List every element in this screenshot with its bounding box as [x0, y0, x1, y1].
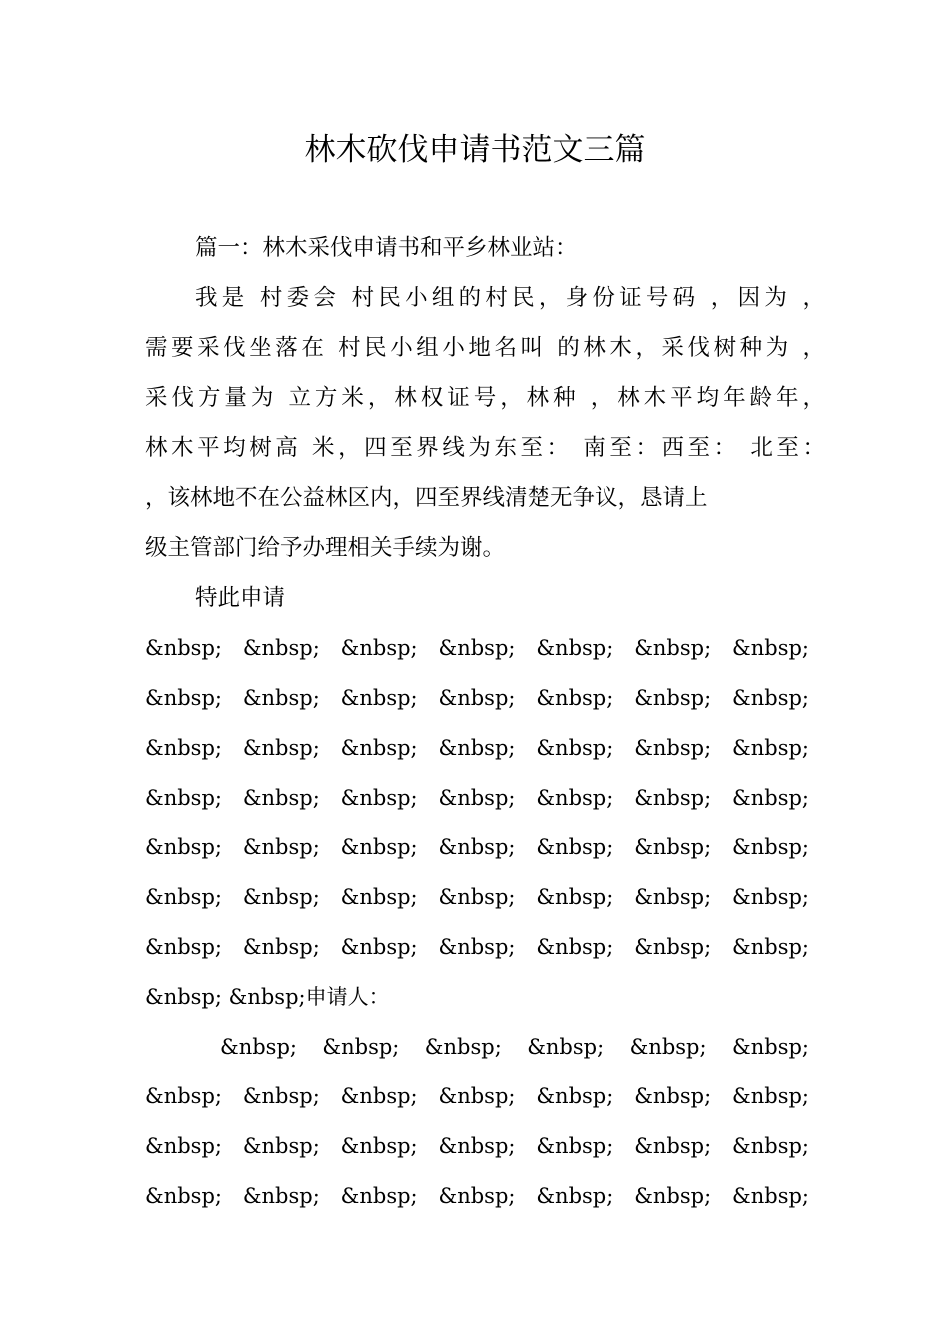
placeholder-line: &nbsp; &nbsp; &nbsp; &nbsp; &nbsp; &nbsp; &nbsp; [145, 786, 809, 810]
body-text-line: 我是 村委会 村民小组的村民，身份证号码 ，因为 ， [195, 285, 825, 311]
placeholder-line: &nbsp; &nbsp; &nbsp; &nbsp; &nbsp; &nbsp; &nbsp; [145, 885, 809, 909]
placeholder-line: &nbsp; &nbsp; &nbsp; &nbsp; &nbsp; &nbsp; &nbsp; [145, 686, 809, 710]
closing-phrase: 特此申请 [195, 585, 286, 611]
placeholder-line: &nbsp; &nbsp; &nbsp; &nbsp; &nbsp; &nbsp; &nbsp; [145, 1184, 809, 1208]
body-text-line: 需要采伐坐落在 村民小组小地名叫 的林木，采伐树种为 ， [145, 335, 825, 361]
body-text-line: ，该林地不在公益林区内，四至界线清楚无争议，恳请上 [145, 485, 708, 511]
placeholder-line: &nbsp; &nbsp; &nbsp; &nbsp; &nbsp; &nbsp; &nbsp; [145, 636, 809, 660]
placeholder-line: &nbsp; &nbsp; &nbsp; &nbsp; &nbsp; &nbsp; &nbsp; [145, 1134, 809, 1158]
placeholder-line: &nbsp; &nbsp; &nbsp; &nbsp; &nbsp; &nbsp; &nbsp; [145, 835, 809, 859]
section-heading: 篇一：林木采伐申请书和平乡林业站： [195, 235, 578, 261]
placeholder-line: &nbsp; &nbsp; &nbsp; &nbsp; &nbsp; &nbsp; &nbsp; [145, 1084, 809, 1108]
placeholder-line: &nbsp; &nbsp; &nbsp; &nbsp; &nbsp; &nbsp; [220, 1035, 809, 1059]
applicant-line: &nbsp; &nbsp;申请人： [145, 985, 390, 1009]
placeholder-line: &nbsp; &nbsp; &nbsp; &nbsp; &nbsp; &nbsp; &nbsp; [145, 736, 809, 760]
body-text-line: 林木平均树高 米，四至界线为东至： 南至：西至： 北至： [145, 435, 825, 461]
placeholder-line: &nbsp; &nbsp; &nbsp; &nbsp; &nbsp; &nbsp; &nbsp; [145, 935, 809, 959]
body-text-line: 级主管部门给予办理相关手续为谢。 [145, 535, 506, 561]
body-text-line: 采伐方量为 立方米，林权证号，林种 ，林木平均年龄年， [145, 385, 825, 411]
document-title: 林木砍伐申请书范文三篇 [304, 132, 646, 168]
